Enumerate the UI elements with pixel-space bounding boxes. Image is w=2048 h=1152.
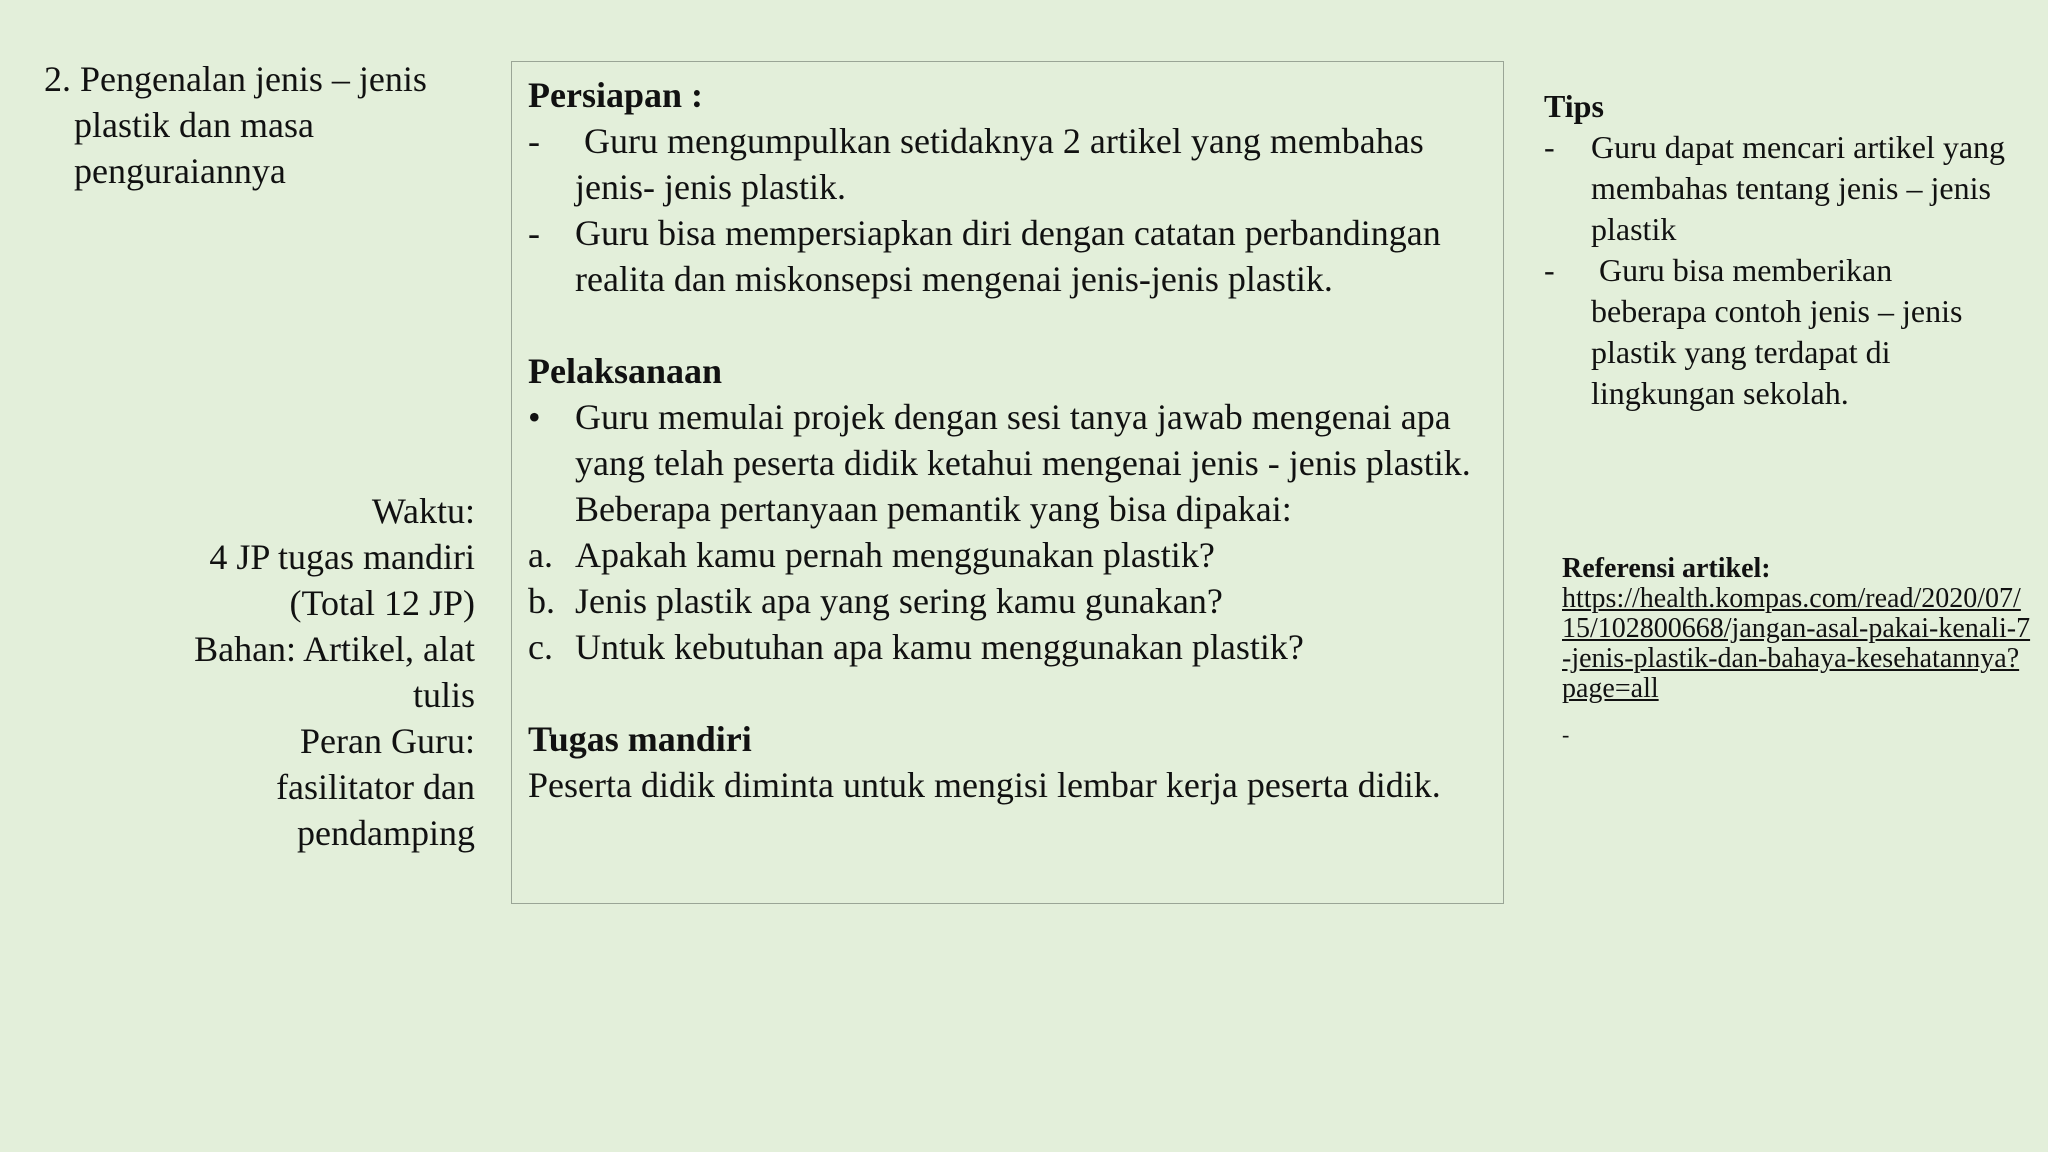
persiapan-item-text: Guru mengumpulkan setidaknya 2 artikel yang membahas jenis- jenis plastik. bbox=[575, 121, 1433, 207]
topic-line-2: plastik dan masa bbox=[74, 105, 314, 145]
pelaksanaan-text: Guru memulai projek dengan sesi tanya jawab mengenai apa yang telah peserta didik ketahui mengenai jenis - jenis plastik. Beberapa pertanyaan pemantik yang bisa dipakai: bbox=[575, 397, 1471, 529]
question-marker: a. bbox=[528, 535, 553, 575]
persiapan-heading: Persiapan : bbox=[528, 75, 703, 115]
tip-text: Guru bisa memberikan beberapa contoh jenis – jenis plastik yang terdapat di lingkungan sekolah. bbox=[1591, 252, 1971, 411]
dash-marker: - bbox=[528, 121, 540, 161]
activity-steps-box bbox=[511, 61, 1504, 904]
reference-panel bbox=[1562, 554, 2032, 750]
reference-link[interactable]: https://health.kompas.com/read/2020/07/15/102800668/jangan-asal-pakai-kenali-7-jenis-plastik-dan-bahaya-kesehatannya?page=all bbox=[1562, 583, 2031, 704]
reference-heading: Referensi artikel: bbox=[1562, 553, 1771, 584]
meta-line: pendamping bbox=[297, 813, 475, 853]
question-item bbox=[528, 578, 1487, 624]
tip-item bbox=[1544, 250, 2014, 414]
meta-line: fasilitator dan bbox=[276, 767, 475, 807]
reference-dash: - bbox=[1562, 722, 1570, 747]
persiapan-item-text: Guru bisa mempersiapkan diri dengan catatan perbandingan realita dan miskonsepsi mengenai jenis-jenis plastik. bbox=[575, 213, 1441, 299]
question-text: Apakah kamu pernah menggunakan plastik? bbox=[575, 535, 1215, 575]
dash-marker: - bbox=[528, 213, 540, 253]
tip-item bbox=[1544, 127, 2014, 250]
tips-heading: Tips bbox=[1544, 88, 1604, 124]
question-item bbox=[528, 532, 1487, 578]
tip-text: Guru dapat mencari artikel yang membahas tentang jenis – jenis plastik bbox=[1591, 129, 2006, 247]
topic-line-1: 2. Pengenalan jenis – jenis bbox=[44, 59, 427, 99]
dash-marker: - bbox=[1544, 129, 1555, 165]
meta-line: tulis bbox=[412, 675, 475, 715]
persiapan-item bbox=[528, 210, 1487, 302]
activity-meta bbox=[120, 488, 475, 856]
bullet-marker: • bbox=[528, 397, 541, 437]
pelaksanaan-heading: Pelaksanaan bbox=[528, 351, 723, 391]
activity-topic bbox=[44, 56, 484, 194]
question-text: Untuk kebutuhan apa kamu menggunakan plastik? bbox=[575, 627, 1304, 667]
dash-marker: - bbox=[1544, 252, 1555, 288]
meta-line: Waktu: bbox=[371, 491, 475, 531]
tugas-text: Peserta didik diminta untuk mengisi lembar kerja peserta didik. bbox=[528, 765, 1441, 805]
question-marker: b. bbox=[528, 581, 555, 621]
meta-line: (Total 12 JP) bbox=[289, 583, 475, 623]
meta-line: 4 JP tugas mandiri bbox=[209, 537, 475, 577]
tips-panel bbox=[1544, 86, 2014, 414]
question-item bbox=[528, 624, 1487, 670]
question-text: Jenis plastik apa yang sering kamu gunakan? bbox=[575, 581, 1223, 621]
pelaksanaan-bullet bbox=[528, 394, 1487, 532]
tugas-heading: Tugas mandiri bbox=[528, 719, 752, 759]
persiapan-item bbox=[528, 118, 1487, 210]
meta-line: Bahan: Artikel, alat bbox=[194, 629, 475, 669]
meta-line: Peran Guru: bbox=[300, 721, 475, 761]
question-marker: c. bbox=[528, 627, 553, 667]
topic-line-3: penguraiannya bbox=[74, 151, 286, 191]
